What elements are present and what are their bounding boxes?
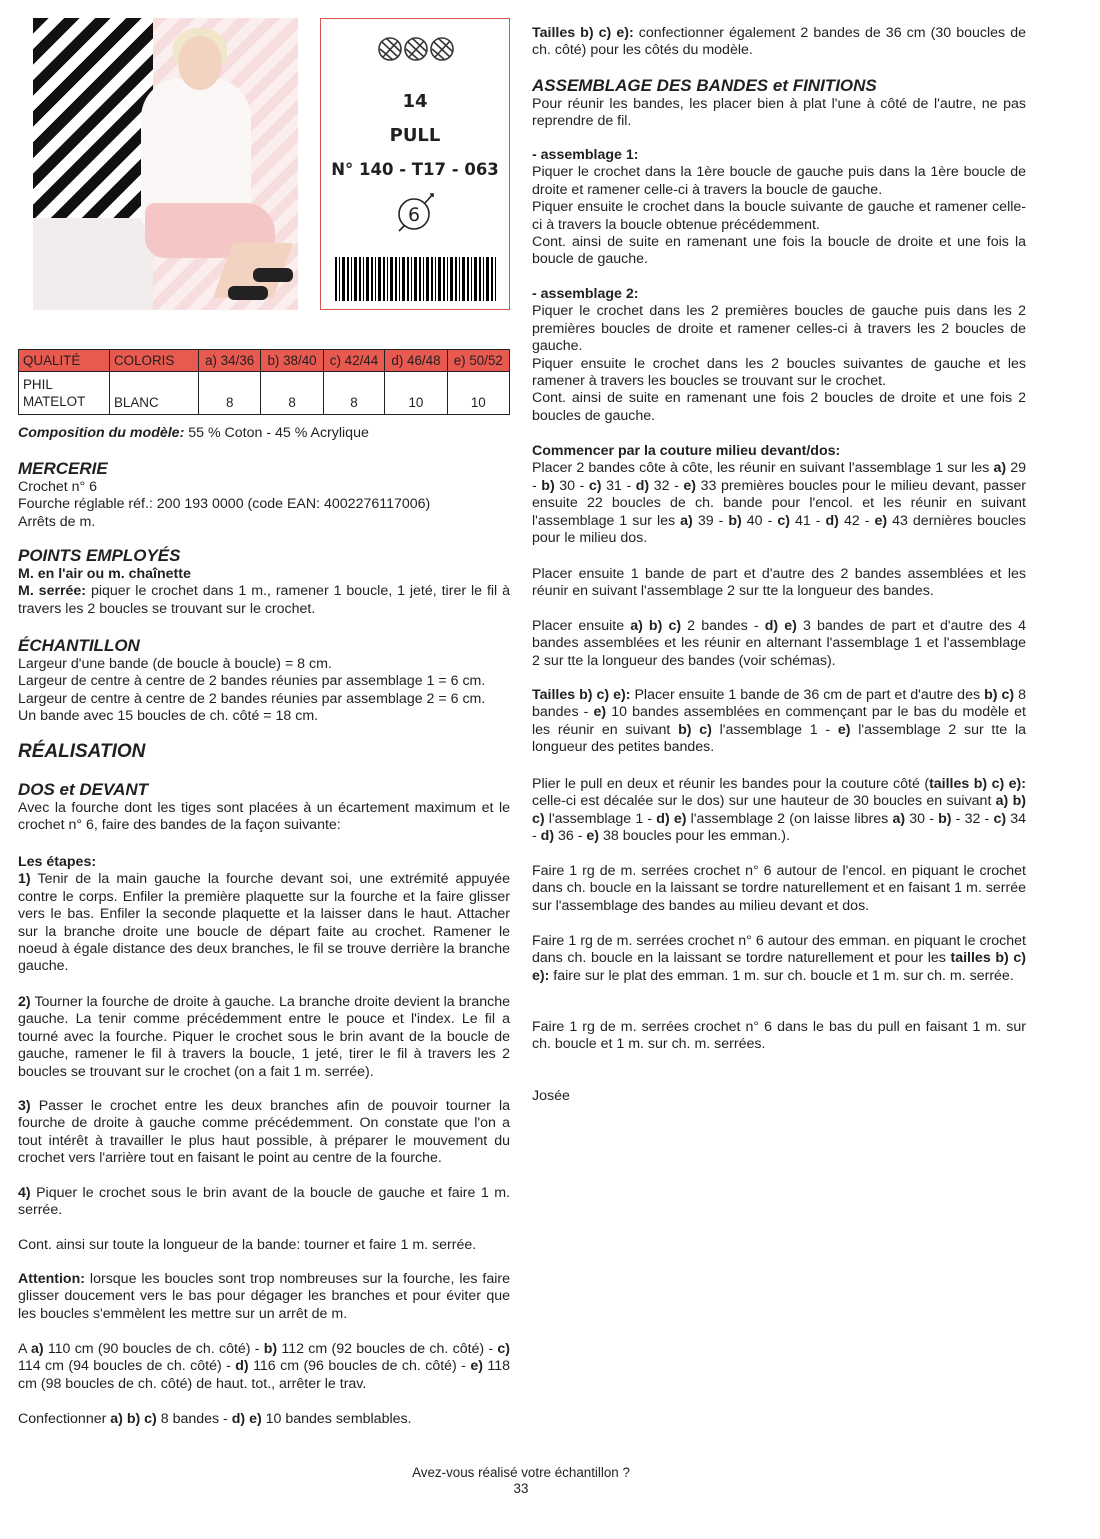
dos-devant-title: DOS et DEVANT: [18, 780, 149, 799]
barcode: [335, 257, 497, 301]
attention-label: Attention:: [18, 1271, 85, 1287]
hook-size: 6: [407, 204, 421, 226]
assemblage-1-title: - assemblage 1:: [532, 147, 639, 163]
model-face: [178, 36, 222, 90]
assemblage-2-text: Cont. ainsi de suite en ramenant une fois 2 boucles de droite et une fois 2 boucles de gauche.: [532, 390, 1026, 424]
attention-paragraph: [18, 1271, 510, 1323]
assemblage-2-text: Piquer le crochet dans les 2 premières boucles de gauche puis dans les 2 premières boucles de droite et ramener celles-ci à travers les 2 boucles de gauche.: [532, 303, 1026, 355]
echantillon-section: [18, 636, 510, 726]
model-photo: [33, 18, 298, 310]
placer-2-paragraph: Placer ensuite a) b) c) 2 bandes - d) e) 3 bandes de part et d'autre des 4 bandes assemblées et les réunir en alternant l'assemblage 1 et l'assemblage 2 sur tte la longueur des bandes (voir schémas).: [532, 618, 1026, 669]
couture-title: Commencer par la couture milieu devant/dos:: [532, 443, 841, 459]
mercerie-line: Crochet n° 6: [18, 479, 98, 495]
faire-1-text: Faire 1 rg de m. serrées crochet n° 6 autour de l'encol. en piquant le crochet dans ch. boucle en la laissant se tordre naturellement et en faisant 1 m. serrée sur l'assemblage des bandes au milieu devant et dos.: [532, 863, 1026, 914]
cell-size-c: 8: [323, 372, 385, 415]
table-row: [19, 372, 510, 415]
points-subtitle: M. en l'air ou m. chaînette: [18, 566, 191, 582]
pattern-reference-box: [320, 18, 510, 310]
table-header-row: [19, 350, 510, 372]
etapes-title: Les étapes:: [18, 854, 97, 870]
header-size-a: a) 34/36: [199, 350, 261, 372]
assemblage-1: [532, 147, 1026, 269]
dos-intro: Avec la fourche dont les tiges sont placées à un écartement maximum et le crochet n° 6, faire des bandes de la façon suivante:: [18, 800, 510, 834]
signature-text: Josée: [532, 1088, 570, 1104]
cell-size-b: 8: [261, 372, 323, 415]
header-color: COLORIS: [110, 350, 199, 372]
assemblage-section: [532, 76, 1026, 131]
cont-paragraph: [18, 1237, 510, 1254]
yarn-ball-icon: [377, 35, 457, 67]
cell-color: BLANC: [110, 372, 199, 415]
plier-paragraph: Plier le pull en deux et réunir les bandes pour la couture côté (tailles b) c) e): celle-ci est décalée sur le dos) sur une hauteur de 30 boucles en suivant a) b) c) l'assemblage 1 - d) e) l'assemblage 2 (on laisse libres a) 30 - b) - 32 - c) 34 - d) 36 - e) 38 boucles pour les emman.).: [532, 776, 1027, 845]
sneaker-left: [228, 286, 268, 300]
faire-3-paragraph: [532, 1019, 1026, 1054]
realisation-title-block: [18, 741, 510, 763]
echantillon-line: Un bande avec 15 boucles de ch. côté = 18 cm.: [18, 708, 319, 725]
page-number: 33: [513, 1481, 529, 1496]
yarn-quantity-table: [18, 349, 510, 415]
tailles-text: confectionner également 2 bandes de 36 cm (30 boucles de ch. côté) pour les côtés du modèle.: [532, 25, 1026, 59]
quality-line1: PHIL: [23, 376, 53, 392]
cell-size-d: 10: [385, 372, 447, 415]
mercerie-line: Arrêts de m.: [18, 513, 96, 530]
step-text: Passer le crochet entre les deux branches afin de pouvoir tourner la fourche de droite à gauche comme précédemment. On constate que l'on a tout intérêt à travailler le plus haut possible, à préparer le mouvement du crochet vers l'arrière tout en faisant le point au centre de la fourche.: [18, 1098, 510, 1167]
header-size-c: c) 42/44: [323, 350, 385, 372]
cell-quality: [19, 372, 110, 415]
cont-text: Cont. ainsi sur toute la longueur de la bande: tourner et faire 1 m. serrée.: [18, 1237, 477, 1253]
step-text: Piquer le crochet sous le brin avant de la boucle de gauche et faire 1 m. serrée.: [18, 1185, 510, 1219]
step-number: 4): [18, 1185, 31, 1201]
assemblage-1-text: Piquer le crochet dans la 1ère boucle de gauche puis dans la 1ère boucle de droite et ramener celle-ci à travers la boucle de gauche.: [532, 164, 1026, 198]
composition: [18, 425, 510, 442]
echantillon-line: Largeur de centre à centre de 2 bandes réunies par assemblage 1 = 6 cm.: [18, 673, 486, 690]
realisation-title: RÉALISATION: [18, 741, 146, 762]
footer-question: Avez-vous réalisé votre échantillon ?: [412, 1465, 630, 1480]
pattern-type: PULL: [389, 125, 441, 146]
tailles-top-paragraph: [532, 25, 1026, 60]
echantillon-line: Largeur d'une bande (de boucle à boucle) = 8 cm.: [18, 656, 332, 672]
lengths-paragraph: A a) 110 cm (90 boucles de ch. côté) - b) 112 cm (92 boucles de ch. côté) - c) 114 cm (94 boucles de ch. côté) - d) 116 cm (96 boucles de ch. côté) - e) 118 cm (98 boucles de ch. côté) de haut. tot., arrêter le trav.: [18, 1341, 510, 1392]
placer-1-text: Placer ensuite 1 bande de part et d'autre des 2 bandes assemblées et les réunir en suivant l'assemblage 2 sur tte la longueur des bandes.: [532, 566, 1026, 600]
pattern-number: 14: [402, 91, 428, 112]
tailles-label: Tailles b) c) e):: [532, 25, 634, 41]
faire-1-paragraph: [532, 863, 1026, 915]
composition-value: 55 % Coton - 45 % Acrylique: [184, 425, 369, 441]
step-4: [18, 1185, 510, 1220]
tailles-2-paragraph: Tailles b) c) e): Placer ensuite 1 bande de 36 cm de part et d'autre des b) c) 8 bandes - e) 10 bandes assemblées en commençant par le bas du modèle et les réunir en suivant b) c) l'assemblage 1 - e) l'assemblage 2 sur tte la longueur des petites bandes.: [532, 687, 1026, 756]
cell-size-e: 10: [447, 372, 509, 415]
attention-text: lorsque les boucles sont trop nombreuses sur la fourche, les faire glisser doucement vers le bas pour dégager les branches et pour éviter que les boucles s'emmèlent les mettre sur un arrêt de m.: [18, 1271, 510, 1322]
step-number: 1): [18, 871, 31, 888]
header-size-b: b) 38/40: [261, 350, 323, 372]
mercerie-title: MERCERIE: [18, 459, 108, 478]
serree-label: M. serrée:: [18, 583, 87, 600]
step-number: 3): [18, 1098, 31, 1114]
crochet-hook-size-icon: [395, 191, 437, 233]
sneaker-right: [253, 268, 293, 282]
assemblage-1-text: Piquer ensuite le crochet dans la boucle suivante de gauche et ramener celle-ci à travers la boucle obtenue précédemment.: [532, 199, 1026, 233]
assemblage-title: ASSEMBLAGE DES BANDES et FINITIONS: [532, 76, 877, 95]
step-number: 2): [18, 994, 31, 1010]
placer-1-paragraph: [532, 566, 1026, 601]
step-3: [18, 1098, 510, 1168]
header-quality: QUALITÉ: [19, 350, 110, 372]
quality-line2: MATELOT: [23, 394, 86, 409]
etapes-section: [18, 854, 510, 976]
faire-2-paragraph: Faire 1 rg de m. serrées crochet n° 6 autour des emman. en piquant le crochet dans ch. boucle en la laissant se tordre naturellement et pour les tailles b) c) e): faire sur le plat des emman. 1 m. sur ch. boucle et 1 m. sur ch. m. serrée.: [532, 933, 1026, 984]
serree-text: piquer le crochet dans 1 m., ramener 1 boucle, 1 jeté, tirer le fil à travers les 2 boucles se trouvant sur le crochet.: [18, 583, 510, 617]
confection-paragraph: Confectionner a) b) c) 8 bandes - d) e) 10 bandes semblables.: [18, 1411, 412, 1427]
dos-devant-section: [18, 780, 510, 835]
mercerie-section: [18, 459, 510, 531]
assemblage-1-text: Cont. ainsi de suite en ramenant une fois la boucle de droite et une fois la boucle de gauche.: [532, 234, 1026, 268]
couture-section: Commencer par la couture milieu devant/dos: Placer 2 bandes côte à côte, les réunir en suivant l'assemblage 1 sur les a) 29 - b) 30 - c) 31 - d) 32 - e) 33 premières boucles pour le milieu devant, passer ensuite 22 boucles de ch. bande pour l'encol. et les réunir en suivant l'assemblage 1 sur les a) 39 - b) 40 - c) 41 - d) 42 - e) 43 dernières boucles pour le milieu dos.: [532, 443, 1026, 547]
points-title: POINTS EMPLOYÉS: [18, 546, 181, 565]
step-text: Tenir de la main gauche la fourche devant soi, une extrémité appuyée contre le corps. Enfiler la première plaquette sur la fourche et la faire glisser vers le bas. Enfiler la seconde plaquette et la laisser dans le haut. Attacher sur la branche droite une boucle de départ faite au crochet. Ramener le noeud à égale distance des deux branches, le fil se trouve derrière la branche gauche.: [18, 871, 510, 975]
step-2: [18, 994, 510, 1081]
echantillon-line: Largeur de centre à centre de 2 bandes réunies par assemblage 2 = 6 cm.: [18, 690, 486, 707]
points-section: [18, 546, 510, 618]
cell-size-a: 8: [199, 372, 261, 415]
mercerie-line: Fourche réglable réf.: 200 193 0000 (code EAN: 4002276117006): [18, 496, 431, 513]
assemblage-2-text: Piquer ensuite le crochet dans les 2 boucles suivantes de gauche et les ramener à travers les boucles se trouvant sur le crochet.: [532, 355, 1026, 390]
faire-3-text: Faire 1 rg de m. serrées crochet n° 6 dans le bas du pull en faisant 1 m. sur ch. boucle et 1 m. sur ch. m. serrées.: [532, 1019, 1026, 1053]
header-size-e: e) 50/52: [447, 350, 509, 372]
assemblage-2: [532, 286, 1026, 425]
signature: [532, 1088, 1026, 1105]
echantillon-title: ÉCHANTILLON: [18, 636, 140, 655]
step-text: Tourner la fourche de droite à gauche. La branche droite devient la branche gauche. La tenir comme précédemment entre le pouce et l'index. Le fil a tourné avec la fourche. Piquer le crochet sous le brin avant de la boucle de gauche, ramener le fil à travers la boucle, 1 jeté, tirer le fil à travers les 2 boucles se trouvant sur le crochet (on a fait 1 m. serrée).: [18, 994, 510, 1080]
composition-label: Composition du modèle:: [18, 425, 185, 441]
assemblage-intro: Pour réunir les bandes, les placer bien à plat l'une à côté de l'autre, ne pas reprendre de fil.: [532, 96, 1026, 130]
striped-background: [33, 18, 153, 218]
assemblage-2-title: - assemblage 2:: [532, 286, 639, 302]
pattern-code: N° 140 - T17 - 063: [331, 160, 499, 179]
header-size-d: d) 46/48: [385, 350, 447, 372]
